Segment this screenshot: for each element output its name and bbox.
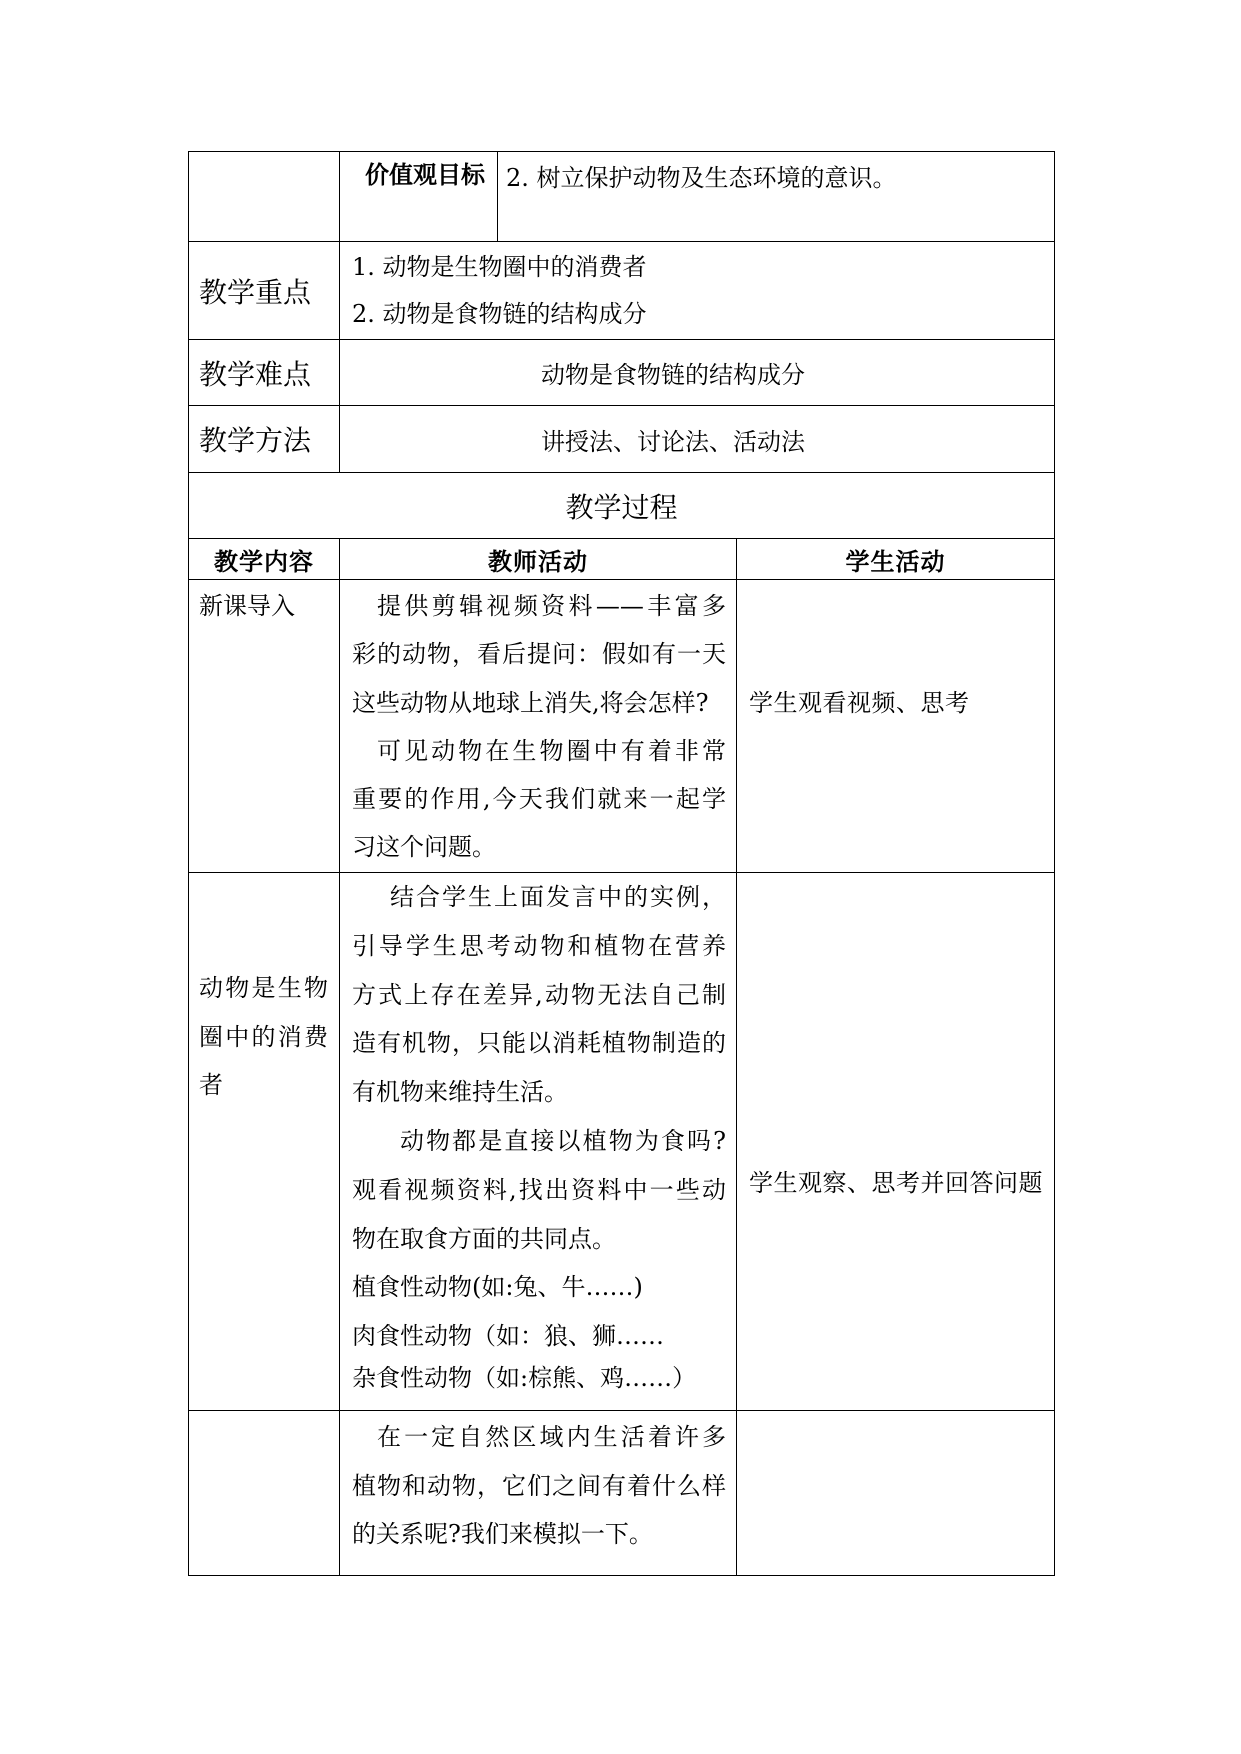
student-cell-2 xyxy=(736,872,1054,1410)
teacher-cell-2 xyxy=(339,872,736,1410)
difficulty-label: 教学难点 xyxy=(199,357,312,391)
text-line: 在一定自然区域内生活着许多 xyxy=(377,1423,726,1451)
lesson-plan-table xyxy=(188,151,1055,1576)
header-student: 学生活动 xyxy=(845,546,946,576)
text-line: 方式上存在差异,动物无法自己制 xyxy=(352,980,726,1009)
paragraph xyxy=(352,873,726,1117)
key-point-item: 1. 动物是生物圈中的消费者 xyxy=(352,253,647,281)
text-line: 动物是生物 xyxy=(199,974,328,1002)
process-title-cell xyxy=(188,472,1054,538)
content-cell-1 xyxy=(188,579,339,872)
text-line: 有机物来维持生活。 xyxy=(352,1078,568,1107)
paragraph xyxy=(199,582,328,630)
text-line: 植物和动物，它们之间有着什么样 xyxy=(352,1471,726,1500)
paragraph xyxy=(352,1117,726,1263)
teacher-cell-3 xyxy=(339,1410,736,1575)
objective-text-cell xyxy=(497,151,1054,241)
paragraph xyxy=(352,1263,726,1312)
difficulty-label-cell xyxy=(188,339,339,405)
text-line: 提供剪辑视频资料——丰富多 xyxy=(377,592,726,620)
key-points-label-cell xyxy=(188,241,339,339)
student-activity-text: 学生观看视频、思考 xyxy=(749,689,970,717)
paragraph xyxy=(352,727,726,872)
process-title: 教学过程 xyxy=(565,490,678,524)
paragraph xyxy=(199,964,328,1110)
content-cell-2 xyxy=(188,872,339,1410)
methods-text: 讲授法、讨论法、活动法 xyxy=(541,427,805,456)
text-line: 造有机物，只能以消耗植物制造的 xyxy=(352,1029,726,1058)
text-line: 圈中的消费 xyxy=(199,1022,328,1051)
difficulty-text: 动物是食物链的结构成分 xyxy=(541,361,805,389)
difficulty-cell xyxy=(339,339,1054,405)
text-line: 这些动物从地球上消失,将会怎样? xyxy=(352,688,709,717)
header-student-cell xyxy=(736,538,1054,579)
paragraph xyxy=(352,1413,726,1559)
key-point-item: 2. 动物是食物链的结构成分 xyxy=(352,300,647,328)
text-line: 肉食性动物（如：狼、狮…… xyxy=(352,1322,664,1351)
text-line: 结合学生上面发言中的实例， xyxy=(390,883,726,911)
student-activity-text: 学生观察、思考并回答问题 xyxy=(749,1169,1043,1197)
paragraph xyxy=(352,582,726,727)
header-teacher: 教师活动 xyxy=(488,546,588,576)
text-line: 植食性动物(如:兔、牛……) xyxy=(352,1273,643,1302)
content-cell-3 xyxy=(188,1410,339,1575)
text-line: 重要的作用,今天我们就来一起学 xyxy=(352,785,726,814)
methods-cell xyxy=(339,405,1054,472)
objective-label-cell xyxy=(339,151,497,241)
paragraph xyxy=(352,1354,726,1403)
key-points-cell xyxy=(339,241,1054,339)
text-line: 动物都是直接以植物为食吗? xyxy=(400,1126,726,1155)
header-content-cell xyxy=(188,538,339,579)
text-line: 可见动物在生物圈中有着非常 xyxy=(377,736,726,765)
methods-label: 教学方法 xyxy=(199,424,312,457)
header-teacher-cell xyxy=(339,538,736,579)
text-line: 习这个问题。 xyxy=(352,833,496,862)
text-line: 引导学生思考动物和植物在营养 xyxy=(352,931,726,960)
text-line: 观看视频资料,找出资料中一些动 xyxy=(352,1175,726,1204)
key-points-label: 教学重点 xyxy=(199,275,312,309)
text-line: 彩的动物，看后提问：假如有一天 xyxy=(352,640,726,669)
teacher-cell-1 xyxy=(339,579,736,872)
student-cell-3 xyxy=(736,1410,1054,1575)
methods-label-cell xyxy=(188,405,339,472)
header-content: 教学内容 xyxy=(214,546,314,576)
empty-cell xyxy=(188,151,339,241)
objective-label: 价值观目标 xyxy=(365,160,485,189)
text-line: 物在取食方面的共同点。 xyxy=(352,1224,616,1253)
text-line: 的关系呢?我们来模拟一下。 xyxy=(352,1520,653,1548)
text-line: 新课导入 xyxy=(199,592,295,620)
objective-text: 2. 树立保护动物及生态环境的意识。 xyxy=(506,164,897,192)
student-cell-1 xyxy=(736,579,1054,872)
text-line: 者 xyxy=(199,1071,223,1099)
text-line: 杂食性动物（如:棕熊、鸡……） xyxy=(352,1363,697,1392)
